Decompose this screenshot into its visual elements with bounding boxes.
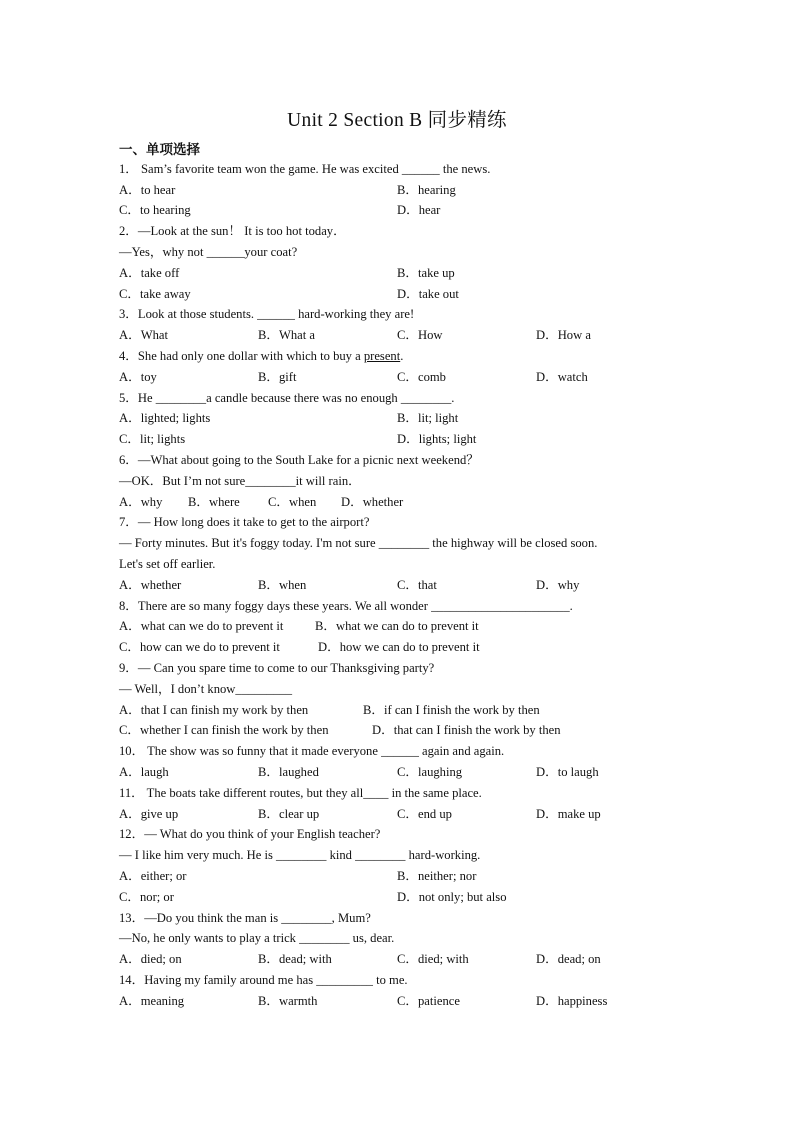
question-1-stem: 1． Sam’s favorite team won the game. He was excited ______ the news.: [119, 162, 491, 176]
question-1-option-a: A．to hear: [119, 183, 176, 197]
question-10-option-d: D．to laugh: [536, 765, 599, 779]
question-14-option-d: D．happiness: [536, 994, 608, 1008]
question-5-stem: 5．He ________a candle because there was no enough ________.: [119, 391, 455, 405]
question-14-option-a: A．meaning: [119, 994, 185, 1008]
question-12-option-c: C．nor; or: [119, 890, 174, 904]
question-13-option-d: D．dead; on: [536, 952, 601, 966]
question-7-stem-line2: — Forty minutes. But it's foggy today. I'm not sure ________ the highway will be closed soon.: [119, 536, 598, 550]
question-13-stem: 13．—Do you think the man is ________, Mum?: [119, 911, 371, 925]
question-1-option-b: B．hearing: [397, 183, 456, 197]
question-12-option-b: B．neither; nor: [397, 869, 477, 883]
question-6-stem: 6．—What about going to the South Lake for a picnic next weekend？: [119, 453, 479, 467]
question-9-stem-line2: — Well，I don’t know_________: [119, 682, 293, 696]
question-4-option-c: C．comb: [397, 370, 446, 384]
question-10-option-a: A．laugh: [119, 765, 169, 779]
question-9-option-b: B．if can I finish the work by then: [363, 703, 540, 717]
question-2-option-a: A．take off: [119, 266, 180, 280]
question-6-option-a: A．why: [119, 495, 163, 509]
question-6-option-b: B．where: [188, 495, 240, 509]
question-10-option-b: B．laughed: [258, 765, 319, 779]
question-10-stem: 10． The show was so funny that it made everyone ______ again and again.: [119, 744, 505, 758]
section-heading: 一、单项选择: [119, 142, 200, 157]
question-13-stem-line2: —No, he only wants to play a trick ________ us, dear.: [119, 931, 395, 945]
question-6-option-d: D．whether: [341, 495, 404, 509]
question-13-option-c: C．died; with: [397, 952, 469, 966]
page-title: Unit 2 Section B 同步精练: [287, 110, 507, 131]
question-3-option-a: A．What: [119, 328, 168, 342]
question-8-stem: 8．There are so many foggy days these years. We all wonder ______________________.: [119, 599, 573, 613]
question-13-option-b: B．dead; with: [258, 952, 332, 966]
question-7-option-c: C．that: [397, 578, 437, 592]
question-12-stem-line2: — I like him very much. He is ________ kind ________ hard-working.: [119, 848, 481, 862]
question-12-option-a: A．either; or: [119, 869, 187, 883]
question-8-option-b: B．what we can do to prevent it: [315, 619, 479, 633]
question-9-option-d: D．that can I finish the work by then: [372, 723, 561, 737]
question-11-option-c: C．end up: [397, 807, 452, 821]
question-11-option-a: A．give up: [119, 807, 179, 821]
question-2-option-d: D．take out: [397, 287, 459, 301]
question-2-stem: 2．—Look at the sun！ It is too hot today．: [119, 224, 346, 238]
question-11-option-b: B．clear up: [258, 807, 320, 821]
question-1-option-c: C．to hearing: [119, 203, 191, 217]
question-4-option-b: B．gift: [258, 370, 297, 384]
question-7-option-b: B．when: [258, 578, 307, 592]
question-7-stem-line3: Let's set off earlier.: [119, 557, 216, 571]
question-5-option-d: D．lights; light: [397, 432, 477, 446]
question-11-stem: 11． The boats take different routes, but they all____ in the same place.: [119, 786, 482, 800]
question-7-option-a: A．whether: [119, 578, 182, 592]
question-3-option-d: D．How a: [536, 328, 591, 342]
question-8-option-d: D．how we can do to prevent it: [318, 640, 480, 654]
question-4-stem-tail: .: [400, 349, 404, 363]
question-4-option-d: D．watch: [536, 370, 588, 384]
question-12-option-d: D．not only; but also: [397, 890, 507, 904]
question-3-option-b: B．What a: [258, 328, 316, 342]
question-2-option-b: B．take up: [397, 266, 455, 280]
question-5-option-b: B．lit; light: [397, 411, 459, 425]
question-9-option-c: C．whether I can finish the work by then: [119, 723, 329, 737]
question-4-stem: [119, 348, 403, 364]
question-5-option-c: C．lit; lights: [119, 432, 186, 446]
question-14-stem: 14．Having my family around me has _________ to me.: [119, 973, 408, 987]
question-5-option-a: A．lighted; lights: [119, 411, 211, 425]
question-4-option-a: A．toy: [119, 370, 157, 384]
question-6-stem-line2: —OK．But I’m not sure________it will rain．: [119, 474, 361, 488]
question-1-option-d: D．hear: [397, 203, 441, 217]
question-3-stem: 3．Look at those students. ______ hard-working they are!: [119, 307, 415, 321]
question-2-option-c: C．take away: [119, 287, 191, 301]
question-3-option-c: C．How: [397, 328, 443, 342]
question-10-option-c: C．laughing: [397, 765, 463, 779]
question-9-stem: 9．— Can you spare time to come to our Thanksgiving party?: [119, 661, 435, 675]
question-2-stem-line2: —Yes，why not ______your coat?: [119, 245, 298, 259]
question-12-stem: 12．— What do you think of your English teacher?: [119, 827, 381, 841]
question-14-option-b: B．warmth: [258, 994, 318, 1008]
question-11-option-d: D．make up: [536, 807, 601, 821]
question-8-option-a: A．what can we do to prevent it: [119, 619, 284, 633]
question-7-option-d: D．why: [536, 578, 580, 592]
question-13-option-a: A．died; on: [119, 952, 182, 966]
question-6-option-c: C．when: [268, 495, 317, 509]
question-9-option-a: A．that I can finish my work by then: [119, 703, 309, 717]
question-7-stem: 7．— How long does it take to get to the airport?: [119, 515, 370, 529]
question-8-option-c: C．how can we do to prevent it: [119, 640, 280, 654]
question-4-underlined-word: present: [363, 349, 401, 363]
question-14-option-c: C．patience: [397, 994, 460, 1008]
question-4-stem-text: 4．She had only one dollar with which to buy a: [119, 349, 364, 363]
